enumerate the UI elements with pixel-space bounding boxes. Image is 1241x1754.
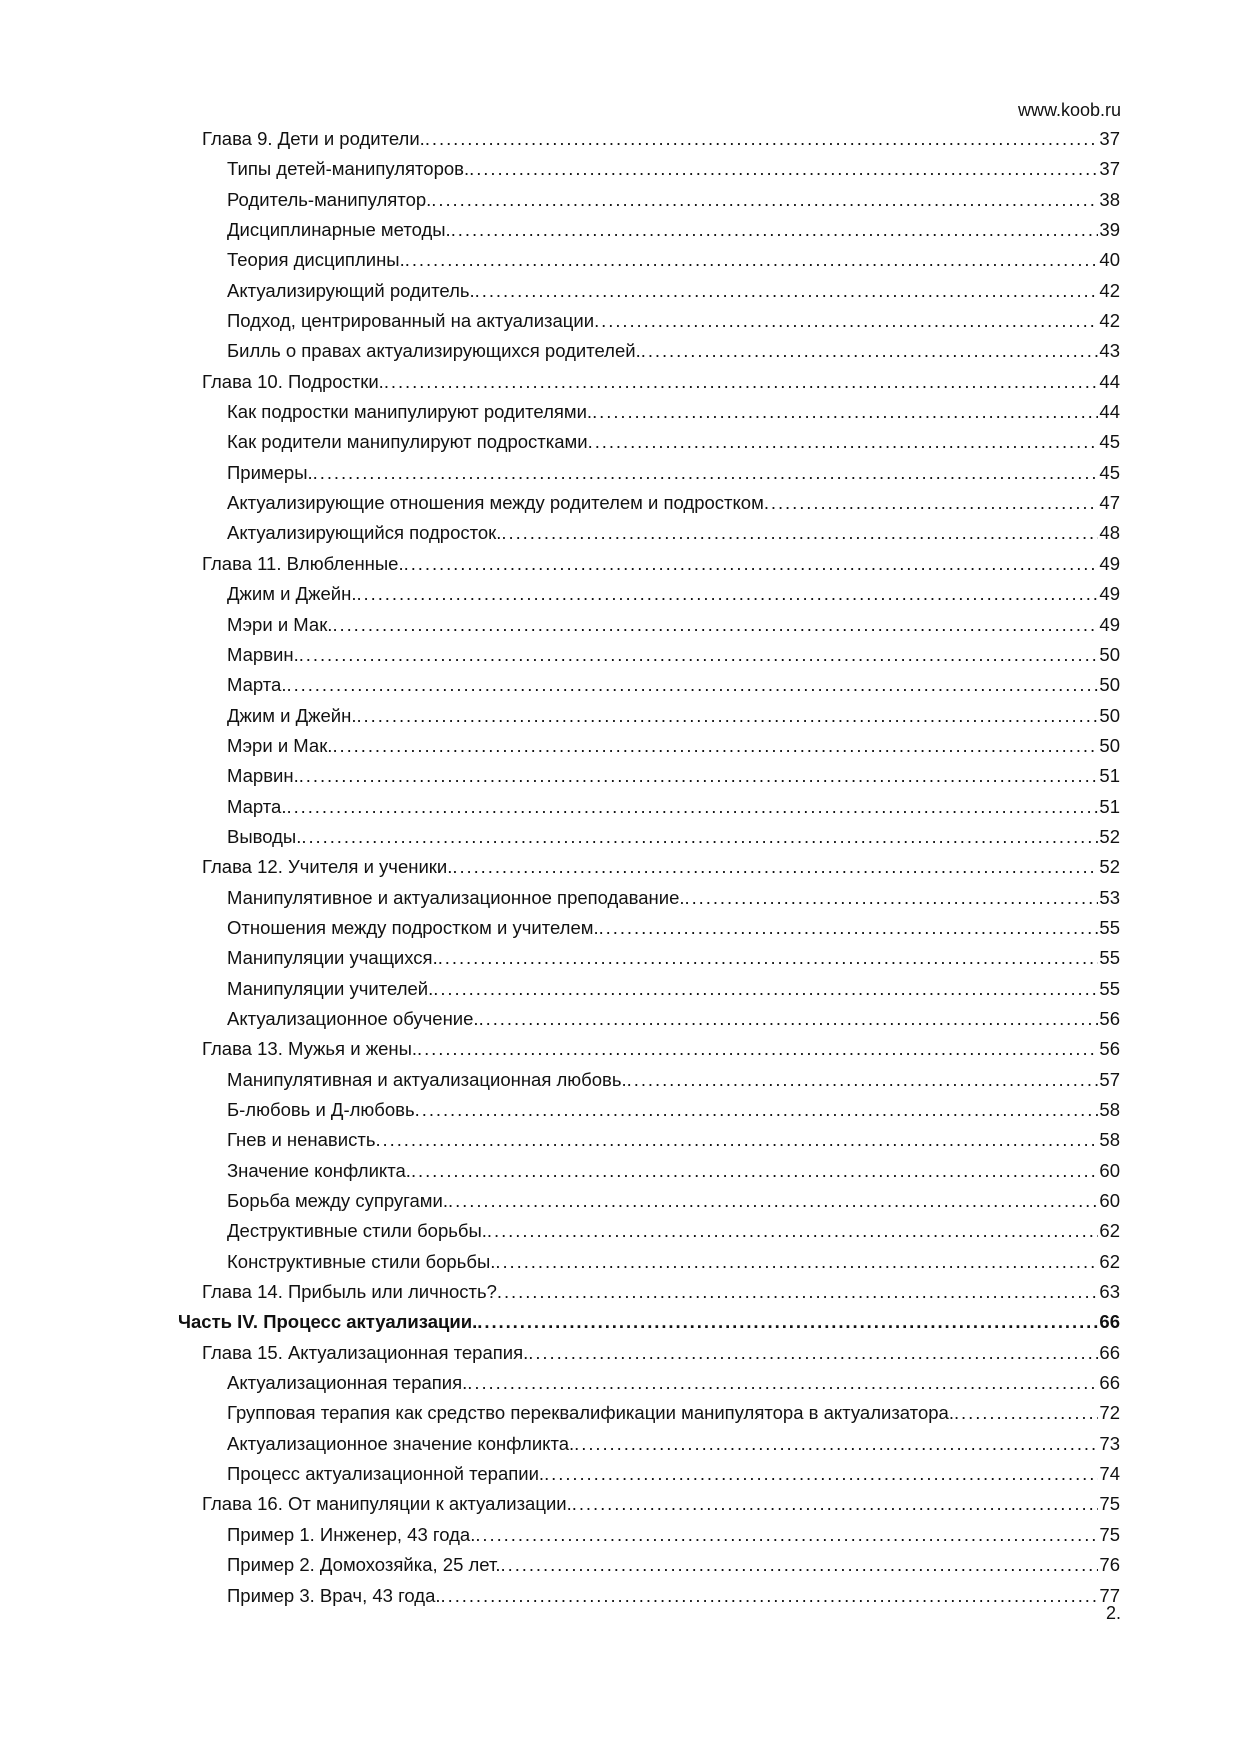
dot-leader [441,1585,1099,1607]
toc-entry-title: Актуализационная терапия. [227,1372,468,1394]
toc-chapter-entry [180,128,1120,158]
site-url: www.koob.ru [1017,100,1121,120]
toc-entry-title: Гнев и ненависть [227,1129,376,1151]
toc-entry-page: 56 [1099,1038,1120,1060]
toc-section-entry [180,917,1120,947]
dot-leader [448,1190,1098,1212]
toc-entry-title: Глава 14. Прибыль или личность? [202,1281,497,1303]
toc-section-entry [180,765,1120,795]
dot-leader [599,917,1099,939]
toc-entry-title: Отношения между подростком и учителем. [227,916,599,938]
toc-section-entry [180,219,1120,249]
dot-leader [477,1311,1098,1333]
dot-leader [301,826,1098,848]
toc-entry-title: Актуализационное обучение. [227,1007,479,1029]
toc-entry-page: 51 [1099,795,1120,817]
dot-leader [574,1433,1098,1455]
toc-entry-page: 55 [1099,916,1120,938]
toc-entry-title: Часть IV. Процесс актуализации. [178,1311,478,1333]
toc-section-entry [180,522,1120,552]
toc-entry-page: 75 [1099,1493,1120,1515]
toc-entry-title: Джим и Джейн. [227,704,357,726]
toc-entry-title: Выводы. [227,825,302,847]
toc-entry-title: Как подростки манипулируют родителями. [227,401,593,423]
toc-entry-title: Актуализирующийся подросток. [227,522,502,544]
toc-entry-title: Родитель-манипулятор. [227,188,432,210]
dot-leader [528,1342,1098,1364]
dot-leader [544,1463,1098,1485]
toc-section-entry [180,826,1120,856]
toc-entry-page: 51 [1099,765,1120,787]
toc-section-entry [180,1524,1120,1554]
toc-entry-page: 60 [1099,1190,1120,1212]
toc-entry-title: Манипулятивная и актуализационная любовь. [227,1068,627,1090]
dot-leader [405,249,1099,271]
toc-section-entry [180,1554,1120,1584]
dot-leader [497,1281,1099,1303]
dot-leader [469,158,1098,180]
toc-chapter-entry [180,371,1120,401]
toc-entry-page: 37 [1099,158,1120,180]
toc-entry-page: 52 [1099,856,1120,878]
dot-leader [594,310,1098,332]
toc-section-entry [180,249,1120,279]
dot-leader [495,1251,1098,1273]
toc-entry-page: 52 [1099,825,1120,847]
dot-leader [501,522,1098,544]
toc-section-entry [180,1251,1120,1281]
toc-entry-page: 76 [1099,1554,1120,1576]
toc-entry-title: Пример 2. Домохозяйка, 25 лет. [227,1554,501,1576]
dot-leader [467,1372,1098,1394]
toc-entry-page: 75 [1099,1523,1120,1545]
dot-leader [572,1493,1099,1515]
toc-entry-page: 48 [1099,522,1120,544]
dot-leader [627,1069,1099,1091]
toc-entry-title: Актуализирующий родитель. [227,279,475,301]
toc-entry-page: 49 [1099,583,1120,605]
toc-entry-page: 74 [1099,1463,1120,1485]
toc-section-entry [180,644,1120,674]
dot-leader [332,614,1098,636]
toc-chapter-entry [180,1281,1120,1311]
toc-entry-title: Б-любовь и Д-любовь [227,1099,415,1120]
toc-section-entry [180,158,1120,188]
toc-entry-title: Глава 11. Влюбленные. [202,552,404,574]
dot-leader [433,978,1098,1000]
dot-leader [592,401,1098,423]
toc-entry-title: Теория дисциплины. [227,249,405,271]
toc-entry-page: 42 [1099,310,1120,332]
toc-entry-title: Пример 3. Врач, 43 года. [227,1584,441,1606]
toc-entry-title: Глава 10. Подростки. [202,370,384,392]
toc-entry-title: Дисциплинарные методы. [227,219,451,241]
toc-entry-page: 62 [1099,1220,1120,1242]
toc-entry-title: Мэри и Мак. [227,613,333,635]
toc-section-entry [180,280,1120,310]
toc-section-entry [180,1129,1120,1159]
toc-chapter-entry [180,1342,1120,1372]
toc-section-entry [180,1463,1120,1493]
toc-entry-page: 47 [1099,492,1120,514]
dot-leader [452,856,1098,878]
toc-entry-title: Глава 15. Актуализационная терапия. [202,1341,529,1363]
dot-leader [764,492,1099,514]
toc-section-entry [180,401,1120,431]
toc-chapter-entry [180,856,1120,886]
dot-leader [375,1129,1098,1151]
toc-entry-page: 53 [1099,886,1120,908]
toc-entry-title: Манипуляции учащихся. [227,947,438,969]
toc-section-entry [180,674,1120,704]
toc-entry-page: 57 [1099,1068,1120,1090]
toc-section-entry [180,1402,1120,1432]
toc-entry-title: Манипулятивное и актуализационное преподавание. [227,886,685,908]
toc-entry-title: Примеры. [227,461,313,483]
toc-entry-title: Актуализирующие отношения между родителем и подростком [227,492,764,514]
toc-entry-title: Типы детей-манипуляторов. [227,158,470,180]
toc-chapter-entry [180,553,1120,583]
dot-leader [487,1220,1099,1242]
toc-section-entry [180,1433,1120,1463]
toc-section-entry [180,735,1120,765]
toc-entry-page: 55 [1099,947,1120,969]
toc-entry-page: 40 [1099,249,1120,271]
dot-leader [431,189,1098,211]
toc-entry-page: 66 [1099,1372,1120,1394]
toc-section-entry [180,340,1120,370]
dot-leader [286,796,1098,818]
dot-leader [954,1402,1098,1424]
toc-entry-page: 62 [1099,1250,1120,1272]
dot-leader [404,553,1099,575]
toc-section-entry [180,978,1120,1008]
toc-entry-page: 66 [1099,1341,1120,1363]
dot-leader [313,462,1099,484]
toc-section-entry [180,1220,1120,1250]
toc-section-entry [180,1160,1120,1190]
dot-leader [286,674,1098,696]
toc-section-entry [180,492,1120,522]
toc-entry-title: Процесс актуализационной терапии. [227,1463,545,1485]
toc-entry-page: 43 [1099,340,1120,362]
toc-entry-page: 66 [1099,1311,1120,1333]
dot-leader [451,219,1099,241]
toc-entry-page: 50 [1099,674,1120,696]
toc-section-entry [180,431,1120,461]
toc-entry-title: Групповая терапия как средство переквалификации манипулятора в актуализатора. [227,1402,954,1424]
toc-section-entry [180,1008,1120,1038]
toc-section-entry [180,796,1120,826]
toc-entry-page: 50 [1099,704,1120,726]
dot-leader [685,887,1099,909]
toc-entry-page: 39 [1099,219,1120,241]
dot-leader [332,735,1098,757]
toc-entry-title: Актуализационное значение конфликта. [227,1432,575,1454]
page-number: 2. [1105,1603,1121,1623]
toc-entry-title: Мэри и Мак. [227,734,333,756]
dot-leader [299,765,1099,787]
toc-entry-title: Глава 13. Мужья и жены. [202,1038,418,1060]
dot-leader [356,583,1098,605]
toc-entry-page: 77 [1099,1584,1120,1606]
toc-entry-page: 38 [1099,188,1120,210]
toc-entry-page: 72 [1099,1402,1120,1424]
dot-leader [501,1554,1099,1576]
dot-leader [588,431,1099,453]
dot-leader [411,1160,1098,1182]
toc-section-entry [180,1372,1120,1402]
toc-entry-page: 56 [1099,1007,1120,1029]
dot-leader [417,1038,1098,1060]
dot-leader [299,644,1099,666]
dot-leader [475,1524,1098,1546]
toc-entry-title: Как родители манипулируют подростками [227,431,588,453]
toc-entry-title: Глава 12. Учителя и ученики. [202,856,453,878]
toc-chapter-entry [180,1493,1120,1523]
dot-leader [438,947,1099,969]
toc-entry-title: Пример 1. Инженер, 43 года. [227,1523,476,1545]
dot-leader [384,371,1099,393]
toc-entry-title: Марвин. [227,765,299,787]
toc-entry-page: 55 [1099,977,1120,999]
toc-section-entry [180,614,1120,644]
toc-entry-title: Значение конфликта. [227,1159,411,1181]
toc-entry-page: 42 [1099,279,1120,301]
toc-entry-title: Деструктивные стили борьбы. [227,1220,487,1242]
toc-entry-title: Глава 9. Дети и родители. [202,128,425,149]
toc-entry-title: Борьба между супругами. [227,1190,448,1212]
toc-part-entry [178,1311,1120,1341]
toc-section-entry [180,1585,1120,1615]
toc-entry-title: Билль о правах актуализирующихся родителей. [227,340,641,362]
toc-entry-page: 50 [1099,643,1120,665]
toc-entry-page: 58 [1099,1099,1120,1120]
toc-entry-page: 37 [1099,128,1120,149]
toc-entry-page: 45 [1099,431,1120,453]
toc-entry-title: Марта. [227,795,287,817]
dot-leader [415,1099,1099,1121]
toc-section-entry [180,947,1120,977]
dot-leader [641,340,1099,362]
toc-section-entry [180,1069,1120,1099]
toc-entry-page: 73 [1099,1432,1120,1454]
toc-entry-title: Джим и Джейн. [227,583,357,605]
toc-entry-page: 45 [1099,461,1120,483]
toc-entry-title: Подход, центрированный на актуализации [227,310,595,332]
dot-leader [479,1008,1099,1030]
toc-entry-page: 44 [1099,401,1120,423]
toc-entry-title: Глава 16. От манипуляции к актуализации. [202,1493,572,1515]
toc-entry-page: 58 [1099,1129,1120,1151]
toc-section-entry [180,887,1120,917]
dot-leader [475,280,1099,302]
toc-section-entry [180,1190,1120,1220]
toc-section-entry [180,583,1120,613]
dot-leader [356,705,1098,727]
toc-entry-page: 49 [1099,552,1120,574]
toc-entry-page: 44 [1099,370,1120,392]
toc-entry-title: Манипуляции учителей. [227,977,434,999]
toc-section-entry [180,462,1120,492]
table-of-contents [180,128,1120,1615]
toc-section-entry [180,189,1120,219]
toc-section-entry [180,310,1120,340]
toc-entry-title: Марвин. [227,643,299,665]
toc-entry-page: 49 [1099,613,1120,635]
toc-entry-page: 60 [1099,1159,1120,1181]
toc-chapter-entry [180,1038,1120,1068]
toc-entry-title: Марта. [227,674,287,696]
dot-leader [425,128,1099,150]
toc-entry-page: 63 [1099,1281,1120,1303]
toc-section-entry [180,705,1120,735]
toc-section-entry [180,1099,1120,1129]
toc-entry-title: Конструктивные стили борьбы. [227,1250,496,1272]
toc-entry-page: 50 [1099,734,1120,756]
